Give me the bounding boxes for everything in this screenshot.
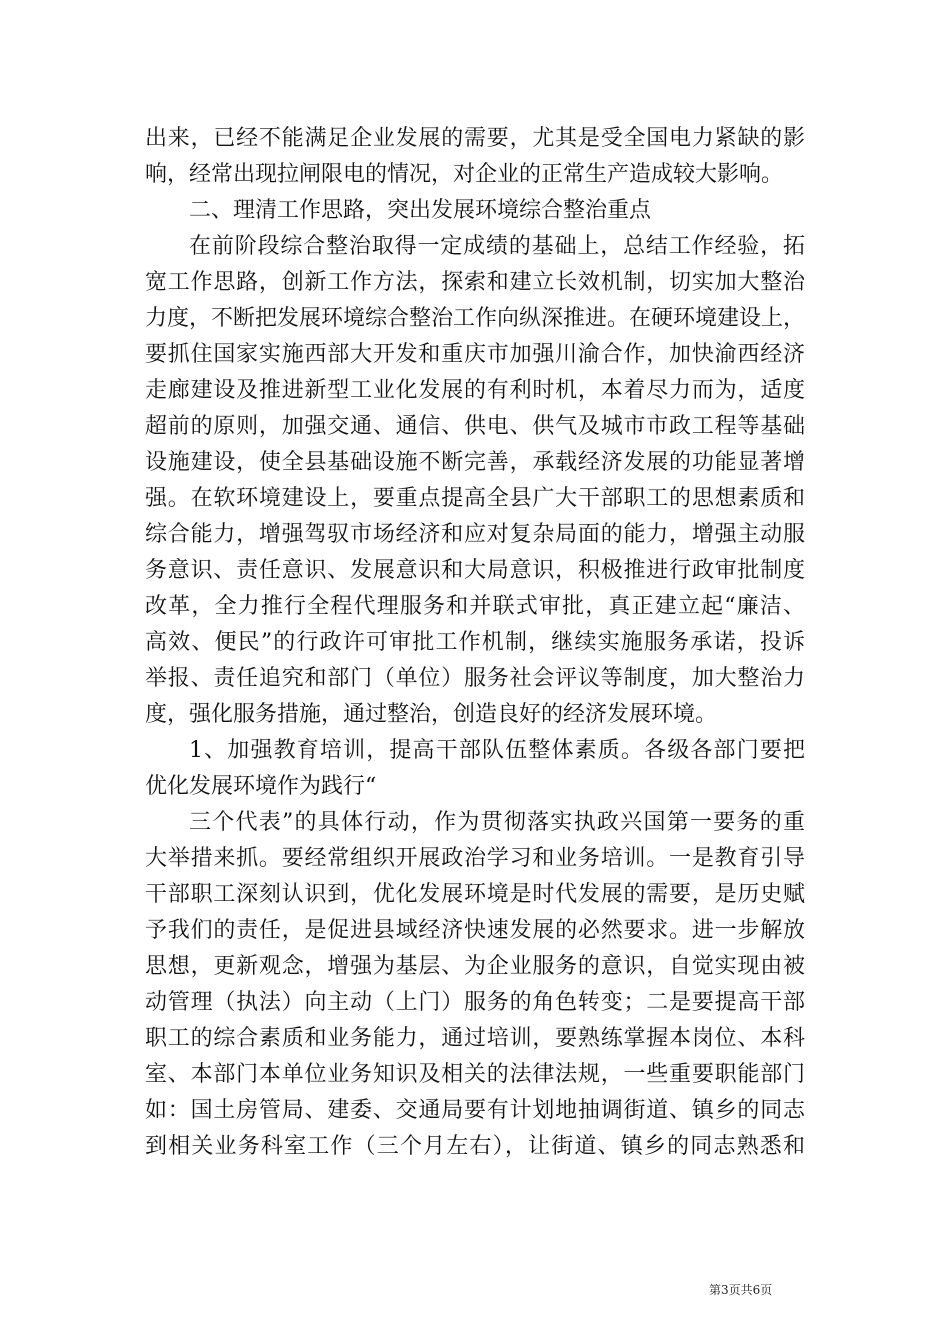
text-line: 力度，不断把发展环境综合整治工作向纵深推进。在硬环境建设上， — [145, 306, 806, 331]
document-body — [145, 121, 805, 1165]
text-line: 优化发展环境作为践行“ — [145, 774, 377, 799]
text-line: 高效、便民”的行政许可审批工作机制，继续实施服务承诺，投诉 — [145, 630, 805, 655]
text-line: 室、本部门本单位业务知识及相关的法律法规，一些重要职能部门 — [145, 1062, 805, 1087]
text-line: 职工的综合素质和业务能力，通过培训，要熟练掌握本岗位、本科 — [145, 1026, 805, 1051]
text-line: 度，强化服务措施，通过整治，创造良好的经济发展环境。 — [145, 702, 718, 727]
text-line: 大举措来抓。要经常组织开展政治学习和业务培训。一是教育引导 — [145, 846, 805, 871]
text-line: 强。在软环境建设上，要重点提高全县广大干部职工的思想素质和 — [145, 486, 805, 511]
text-line: 宽工作思路，创新工作方法，探索和建立长效机制，切实加大整治 — [145, 270, 805, 295]
text-line: 务意识、责任意识、发展意识和大局意识，积极推进行政审批制度 — [145, 558, 805, 583]
text-line: 举报、责任追究和部门（单位）服务社会评议等制度，加大整治力 — [145, 666, 805, 691]
page-number: 第3页共6页 — [709, 1283, 773, 1297]
text-line: 予我们的责任，是促进县域经济快速发展的必然要求。进一步解放 — [145, 918, 805, 943]
text-line: 改革，全力推行全程代理服务和并联式审批，真正建立起“廉洁、 — [145, 594, 805, 619]
text-line: 1、加强教育培训，提高干部队伍整体素质。各级各部门要把 — [189, 738, 805, 763]
text-line: 出来，已经不能满足企业发展的需要，尤其是受全国电力紧缺的影 — [145, 126, 805, 151]
text-line: 二、理清工作思路，突出发展环境综合整治重点 — [189, 198, 652, 223]
text-line: 到相关业务科室工作（三个月左右），让街道、镇乡的同志熟悉和 — [145, 1134, 805, 1159]
text-line: 要抓住国家实施西部大开发和重庆市加强川渝合作，加快渝西经济 — [145, 342, 805, 367]
text-line: 思想，更新观念，增强为基层、为企业服务的意识，自觉实现由被 — [145, 954, 805, 979]
text-line: 走廊建设及推进新型工业化发展的有利时机，本着尽力而为，适度 — [145, 378, 805, 403]
text-line: 如：国土房管局、建委、交通局要有计划地抽调街道、镇乡的同志 — [145, 1098, 805, 1123]
text-line: 在前阶段综合整治取得一定成绩的基础上，总结工作经验，拓 — [189, 234, 805, 259]
text-line: 综合能力，增强驾驭市场经济和应对复杂局面的能力，增强主动服 — [145, 522, 805, 547]
text-line: 动管理（执法）向主动（上门）服务的角色转变；二是要提高干部 — [145, 990, 805, 1015]
text-line: 三个代表”的具体行动，作为贯彻落实执政兴国第一要务的重 — [189, 810, 805, 835]
text-line: 超前的原则，加强交通、通信、供电、供气及城市市政工程等基础 — [145, 414, 805, 439]
text-line: 设施建设，使全县基础设施不断完善，承载经济发展的功能显著增 — [145, 450, 805, 475]
text-line: 干部职工深刻认识到，优化发展环境是时代发展的需要，是历史赋 — [145, 882, 805, 907]
text-line: 响，经常出现拉闸限电的情况，对企业的正常生产造成较大影响。 — [145, 162, 784, 187]
